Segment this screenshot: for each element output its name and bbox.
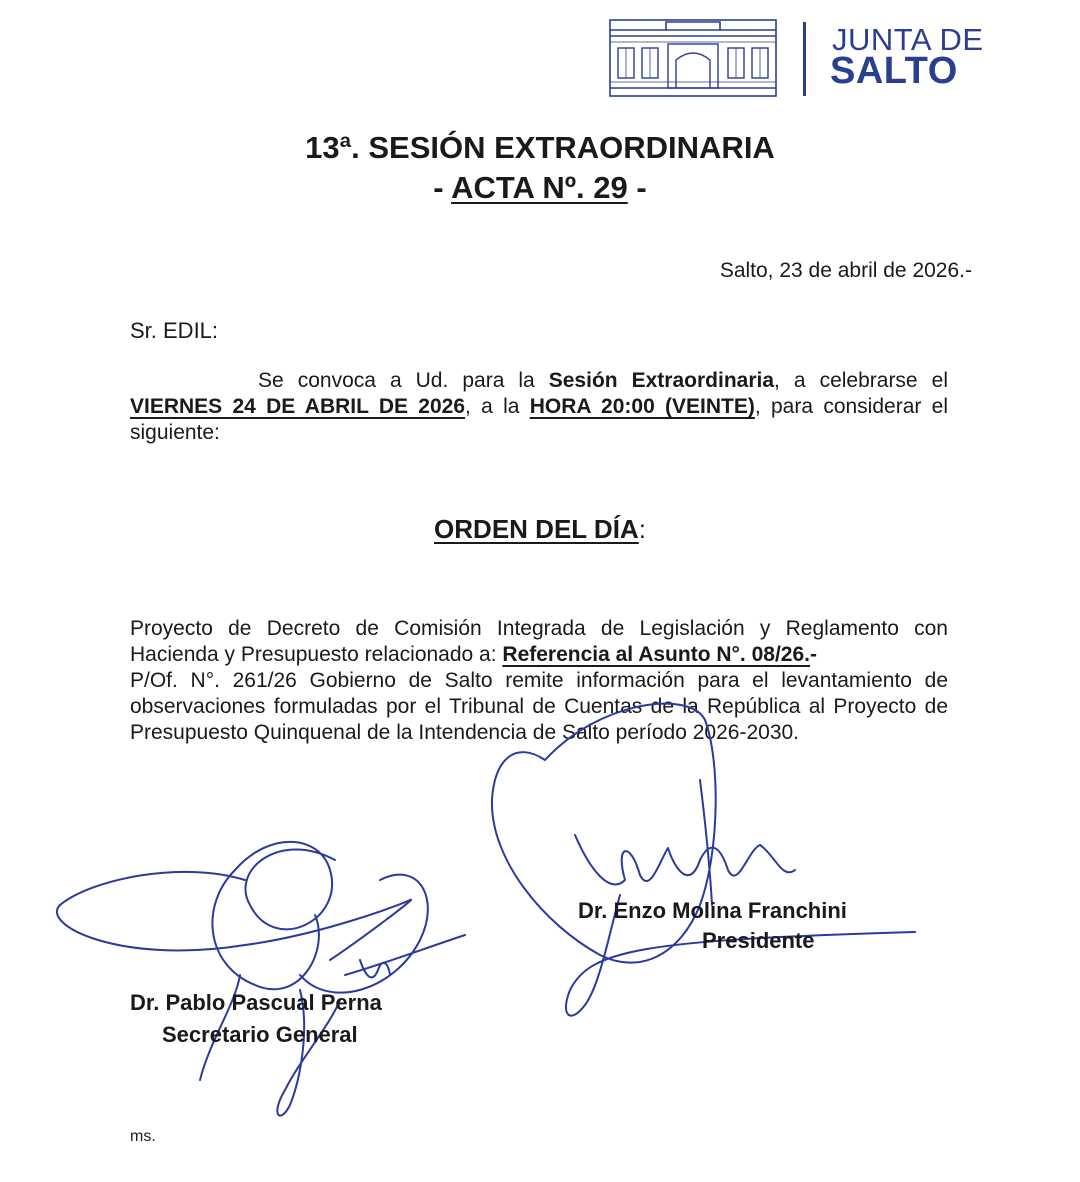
signature-left-sweep [57, 872, 411, 960]
convoca-session-type: Sesión Extraordinaria [548, 369, 775, 392]
president-name: Dr. Enzo Molina Franchini [578, 898, 847, 923]
convoca-text-2: , a celebrarse el [774, 369, 948, 392]
logo-text-salto: SALTO [830, 50, 958, 92]
convoca-hour: HORA 20:00 (VEINTE) [529, 395, 755, 418]
date-line: Salto, 23 de abril de 2026.- [719, 259, 972, 282]
acta-prefix: - [433, 170, 452, 205]
agenda-item-paragraph [130, 616, 948, 746]
secretary-name: Dr. Pablo Pascual Perna [130, 990, 382, 1015]
convoca-text-4: , para considerar el siguiente: [130, 395, 948, 444]
convoca-text-1: Se convoca a Ud. para la [258, 369, 549, 392]
convocation-paragraph [130, 368, 948, 446]
proyecto-reference-suffix: - [809, 643, 817, 666]
acta-title [0, 170, 1080, 206]
salutation: Sr. EDIL: [130, 318, 219, 343]
proyecto-reference: Referencia al Asunto N°. 08/26. [502, 643, 810, 666]
signature-left-long-tail [345, 935, 465, 975]
agenda-title-colon: : [638, 514, 646, 544]
proyecto-text-2: P/Of. N°. 261/26 Gobierno de Salto remite información para el levantamiento de observaciones formuladas por el Tribunal de Cuentas de la República al Proyecto de Presupuesto Quinquenal de la Intendencia de Salto período 2026-2030. [130, 669, 948, 744]
building-logo-icon [606, 14, 780, 100]
acta-number: ACTA Nº. 29 [451, 170, 628, 205]
convoca-date: VIERNES 24 DE ABRIL DE 2026 [130, 395, 466, 418]
signature-left-loops [212, 842, 335, 989]
secretary-role: Secretario General [162, 1022, 358, 1047]
agenda-title [0, 514, 1080, 545]
signature-left-letters [360, 960, 390, 977]
acta-suffix: - [627, 170, 647, 205]
logo-text-junta-de: JUNTA DE [832, 22, 984, 57]
convoca-text-3: , a la [465, 395, 530, 418]
president-role: Presidente [702, 928, 815, 953]
signature-right-vertical [700, 780, 712, 905]
signature-right-scribble [575, 835, 795, 884]
proyecto-text-1: Proyecto de Decreto de Comisión Integrada de Legislación y Reglamento con Hacienda y Presupuesto relacionado a: [130, 617, 948, 666]
typist-initials: ms. [130, 1128, 156, 1145]
agenda-title-text: ORDEN DEL DÍA [434, 514, 639, 544]
signature-left-large-loop [300, 875, 428, 993]
session-title: 13ª. SESIÓN EXTRAORDINARIA [305, 130, 775, 165]
logo-divider [803, 22, 806, 96]
